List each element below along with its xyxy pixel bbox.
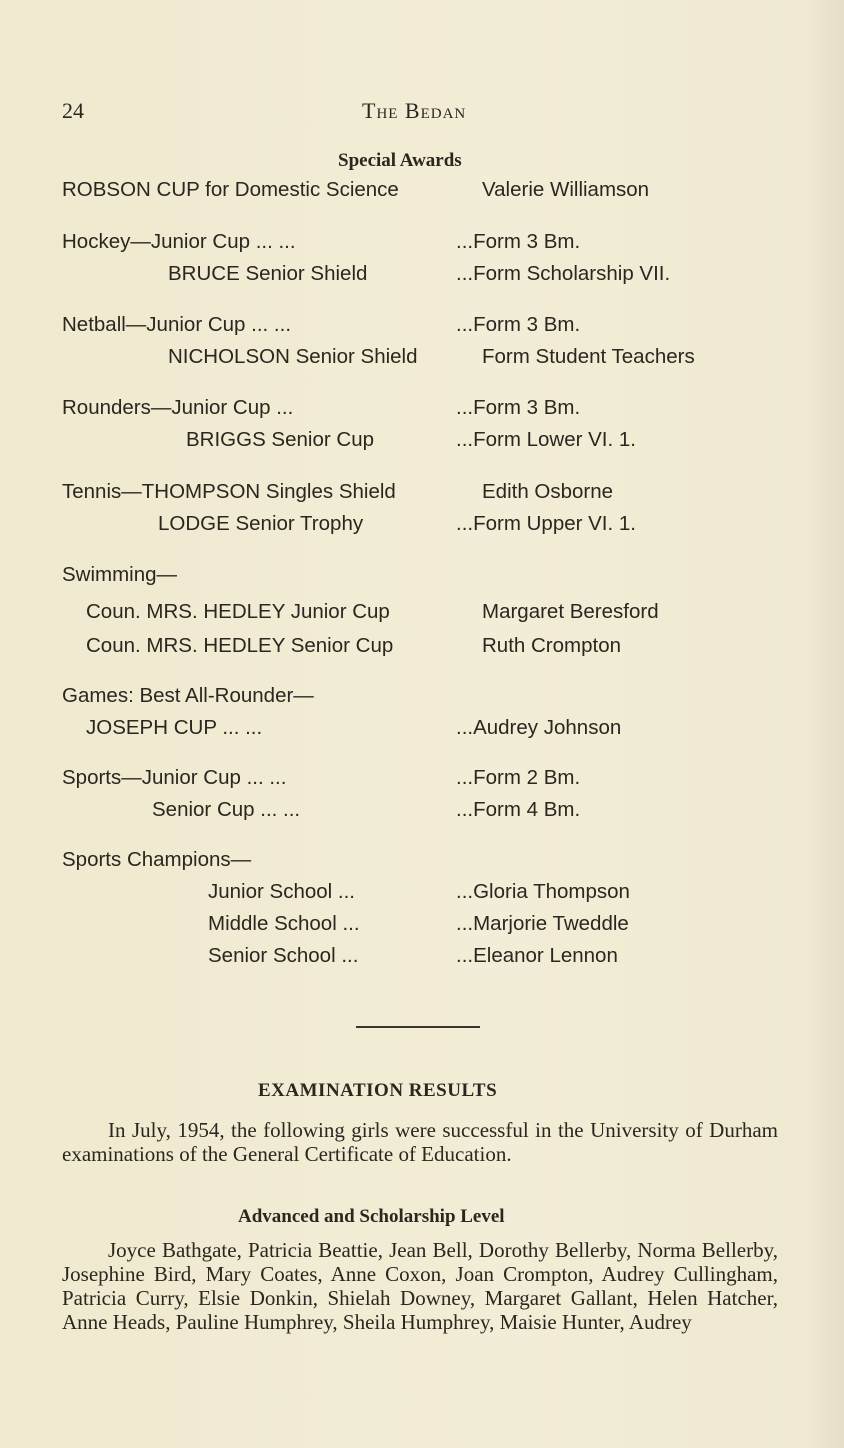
advanced-level-names: Joyce Bathgate, Patricia Beattie, Jean Bell, Dorothy Bellerby, Norma Bellerby, Josephine Bird, Mary Coates, Anne Coxon, Joan Crompton, Audrey Cullingham, Patricia Curry, Elsie Donkin, Shielah Downey, Margaret Gallant, Helen Hatcher, Anne Heads, Pauline Humphrey, Sheila Humphrey, Maisie Hunter, Audrey <box>62 1238 778 1334</box>
award-sports-junior-right: ...Form 2 Bm. <box>456 766 581 789</box>
award-swimming-junior-right: Margaret Beresford <box>482 600 659 623</box>
award-joseph-cup-left: JOSEPH CUP ... ... <box>86 716 263 739</box>
examinations-intro: In July, 1954, the following girls were successful in the University of Durham examinations of the General Certificate of Education. <box>62 1118 778 1166</box>
award-tennis-lodge-left: LODGE Senior Trophy <box>158 512 364 535</box>
games-heading: Games: Best All-Rounder— <box>62 684 314 707</box>
award-hockey-senior-left: BRUCE Senior Shield <box>168 262 368 285</box>
award-rounders-senior-left: BRIGGS Senior Cup <box>186 428 374 451</box>
champion-senior-right: ...Eleanor Lennon <box>456 944 618 967</box>
award-hockey-junior-left: Hockey—Junior Cup ... ... <box>62 230 296 253</box>
award-tennis-singles-right: Edith Osborne <box>482 480 614 503</box>
award-joseph-cup-right: ...Audrey Johnson <box>456 716 622 739</box>
champion-junior-right: ...Gloria Thompson <box>456 880 630 903</box>
award-sports-senior-left: Senior Cup ... ... <box>152 798 301 821</box>
award-tennis-lodge-right: ...Form Upper VI. 1. <box>456 512 636 535</box>
running-head: The Bedan <box>362 98 467 123</box>
champion-middle-left: Middle School ... <box>208 912 360 935</box>
award-sports-senior-right: ...Form 4 Bm. <box>456 798 581 821</box>
award-netball-junior-right: ...Form 3 Bm. <box>456 313 581 336</box>
award-hockey-junior-right: ...Form 3 Bm. <box>456 230 581 253</box>
award-robson-left: ROBSON CUP for Domestic Science <box>62 178 399 201</box>
award-hockey-senior-right: ...Form Scholarship VII. <box>456 262 671 285</box>
award-rounders-junior-left: Rounders—Junior Cup ... <box>62 396 294 419</box>
section-divider <box>356 1026 480 1028</box>
award-tennis-singles-left: Tennis—THOMPSON Singles Shield <box>62 480 396 503</box>
award-netball-senior-right: Form Student Teachers <box>482 345 695 368</box>
award-netball-junior-left: Netball—Junior Cup ... ... <box>62 313 292 336</box>
award-rounders-junior-right: ...Form 3 Bm. <box>456 396 581 419</box>
award-swimming-senior-right: Ruth Crompton <box>482 634 622 657</box>
champion-middle-right: ...Marjorie Tweddle <box>456 912 629 935</box>
special-awards-heading: Special Awards <box>338 150 462 171</box>
page-number: 24 <box>62 98 84 123</box>
award-rounders-senior-right: ...Form Lower VI. 1. <box>456 428 636 451</box>
award-sports-junior-left: Sports—Junior Cup ... ... <box>62 766 287 789</box>
advanced-level-heading: Advanced and Scholarship Level <box>238 1206 505 1227</box>
examination-results-heading: EXAMINATION RESULTS <box>258 1080 498 1101</box>
champion-junior-left: Junior School ... <box>208 880 355 903</box>
sports-champions-heading: Sports Champions— <box>62 848 252 871</box>
swimming-heading: Swimming— <box>62 563 178 586</box>
award-robson-right: Valerie Williamson <box>482 178 650 201</box>
champion-senior-left: Senior School ... <box>208 944 359 967</box>
award-swimming-junior-left: Coun. MRS. HEDLEY Junior Cup <box>86 600 390 623</box>
award-netball-senior-left: NICHOLSON Senior Shield <box>168 345 418 368</box>
award-swimming-senior-left: Coun. MRS. HEDLEY Senior Cup <box>86 634 394 657</box>
